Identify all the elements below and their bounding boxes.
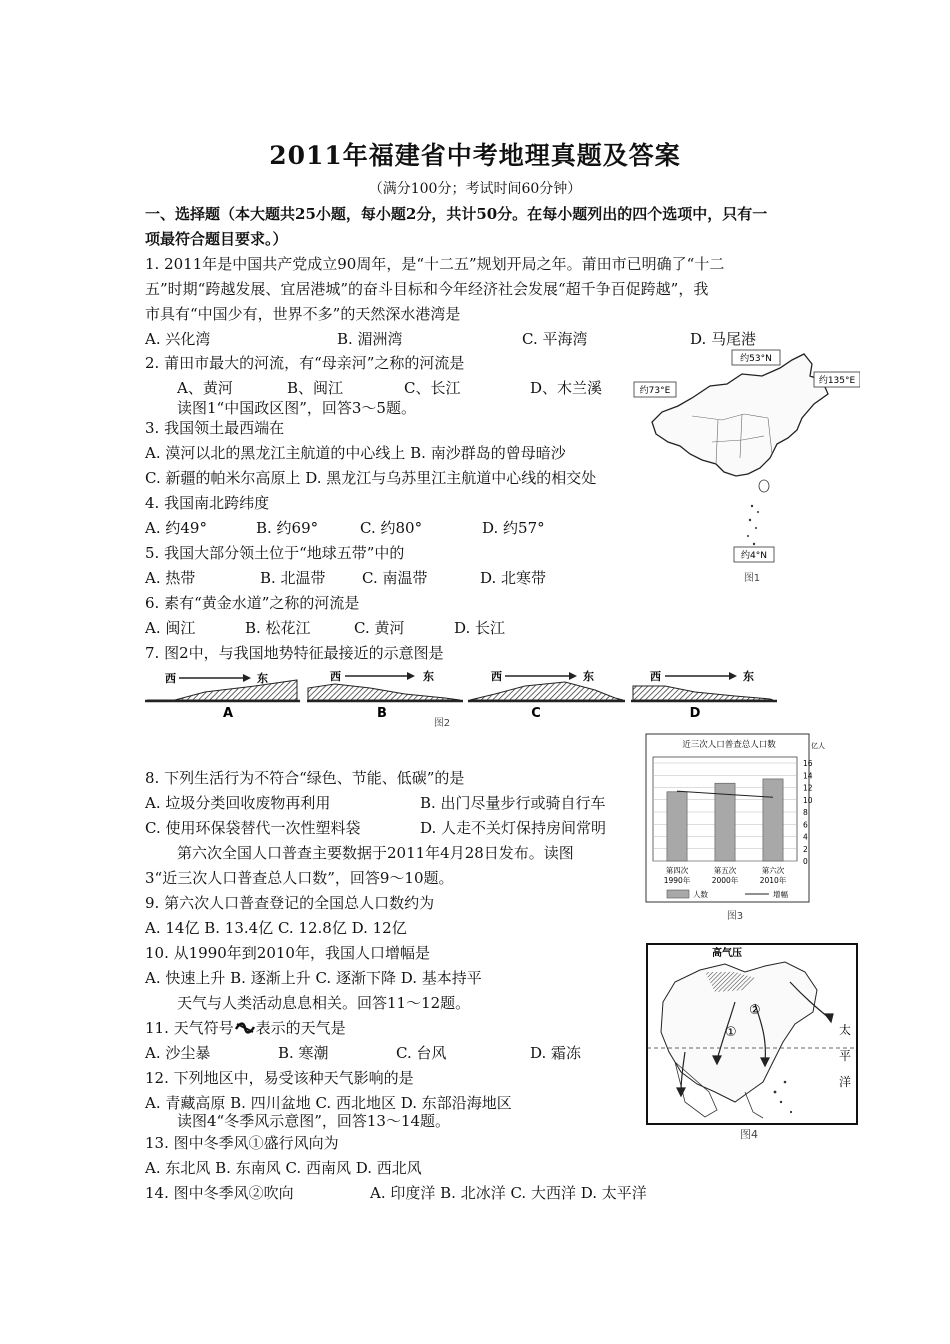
fig1-north-label: 约53°N <box>740 354 772 364</box>
y-tick-label: 16 <box>803 759 813 768</box>
q4-stem: 4. 我国南北跨纬度 <box>145 494 270 512</box>
chart-title: 近三次人口普查总人口数 <box>682 740 776 750</box>
q12-stem: 12. 下列地区中，易受该种天气影响的是 <box>145 1069 414 1087</box>
q11-stem <box>145 1018 346 1038</box>
fig4-ocean-char3: 洋 <box>839 1075 852 1089</box>
q13-stem: 13. 图中冬季风①盛行风向为 <box>145 1134 339 1152</box>
q1-option-d: D. 马尾港 <box>690 330 757 348</box>
x-tick-label: 1990年 <box>663 876 691 885</box>
fig4-high-pressure-label: 高气压 <box>712 948 742 959</box>
q11-option-c: C. 台风 <box>396 1044 447 1062</box>
fig2-label-b: B <box>377 706 387 721</box>
q7-stem: 7. 图2中，与我国地势特征最接近的示意图是 <box>145 644 444 662</box>
q9-stem: 9. 第六次人口普查登记的全国总人口数约为 <box>145 894 435 912</box>
q2-option-a: A、黄河 <box>177 379 233 397</box>
fig2-b-west: 西 <box>330 670 341 683</box>
legend-bar-label: 人数 <box>693 890 708 899</box>
q14-options: A. 印度洋 B. 北冰洋 C. 大西洋 D. 太平洋 <box>370 1184 647 1202</box>
q3-options-line2: C. 新疆的帕米尔高原上 D. 黑龙江与乌苏里江主航道中心线的相交处 <box>145 469 597 487</box>
q6-option-d: D. 长江 <box>454 619 506 637</box>
sandstorm-symbol-icon <box>234 1021 256 1035</box>
q1-line1: 1. 2011年是中国共产党成立90周年，是“十二五”规划开局之年。莆田市已明确了“十二 <box>145 255 725 273</box>
q5-option-d: D. 北寒带 <box>480 569 547 587</box>
y-tick-label: 4 <box>803 832 808 842</box>
read-fig1-instruction: 读图1“中国政区图”，回答3～5题。 <box>177 399 416 417</box>
fig1-west-label: 约73°E <box>639 386 671 396</box>
y-tick-label: 0 <box>803 857 808 866</box>
q2-option-b: B、闽江 <box>287 379 344 397</box>
x-tick-label: 第六次 <box>761 866 785 875</box>
fig2-a-west: 西 <box>165 672 176 685</box>
fig1-south-label: 约4°N <box>741 551 767 561</box>
bar-3 <box>763 779 783 861</box>
q1-option-a: A. 兴化湾 <box>145 330 211 348</box>
q1-option-c: C. 平海湾 <box>522 330 588 348</box>
q5-option-b: B. 北温带 <box>260 569 326 587</box>
q2-stem: 2. 莆田市最大的河流，有“母亲河”之称的河流是 <box>145 354 465 372</box>
q8-option-c: C. 使用环保袋替代一次性塑料袋 <box>145 819 361 837</box>
q6-option-a: A. 闽江 <box>145 619 196 637</box>
profile-b <box>307 669 463 721</box>
x-tick-label: 2000年 <box>711 876 739 885</box>
figure2-terrain-profiles <box>145 668 785 730</box>
q6-option-c: C. 黄河 <box>354 619 405 637</box>
q12-options: A. 青藏高原 B. 四川盆地 C. 西北地区 D. 东部沿海地区 <box>145 1094 512 1112</box>
y-tick-label: 12 <box>803 783 813 793</box>
fig4-marker-2: ② <box>749 1003 761 1018</box>
fig2-c-west: 西 <box>491 670 502 683</box>
q5-option-c: C. 南温带 <box>362 569 428 587</box>
q6-option-b: B. 松花江 <box>245 619 311 637</box>
section-heading-line1: 一、选择题（本大题共25小题，每小题2分，共计50分。在每小题列出的四个选项中，只有一 <box>145 205 768 223</box>
q6-stem: 6. 素有“黄金水道”之称的河流是 <box>145 594 360 612</box>
x-tick-label: 第五次 <box>713 866 737 875</box>
fig4-ocean-char1: 太 <box>839 1023 852 1037</box>
read-fig3-line1: 第六次全国人口普查主要数据于2011年4月28日发布。读图 <box>177 844 574 862</box>
read-weather-instruction: 天气与人类活动息息相关。回答11～12题。 <box>177 994 471 1012</box>
q4-option-d: D. 约57° <box>482 519 545 537</box>
q13-options: A. 东北风 B. 东南风 C. 西南风 D. 西北风 <box>145 1159 422 1177</box>
x-tick-label: 第四次 <box>665 866 689 875</box>
q8-option-a: A. 垃圾分类回收废物再利用 <box>145 794 331 812</box>
page-subtitle: （满分100分；考试时间60分钟） <box>368 181 582 197</box>
q9-options: A. 14亿 B. 13.4亿 C. 12.8亿 D. 12亿 <box>145 919 407 937</box>
q11-option-b: B. 寒潮 <box>278 1044 329 1062</box>
q3-stem: 3. 我国领土最西端在 <box>145 419 285 437</box>
q4-option-c: C. 约80° <box>360 519 423 537</box>
x-tick-label: 2010年 <box>759 876 787 885</box>
fig2-a-east: 东 <box>257 672 268 685</box>
legend-line-label: 增幅 <box>773 890 788 899</box>
page-title: 2011年福建省中考地理真题及答案 <box>269 141 681 170</box>
y-tick-label: 14 <box>803 771 813 781</box>
q11-stem-end: 表示的天气是 <box>255 1019 346 1037</box>
q1-option-b: B. 湄洲湾 <box>337 330 403 348</box>
profile-d <box>631 669 777 721</box>
fig2-d-east: 东 <box>743 670 754 683</box>
read-fig4-instruction: 读图4“冬季风示意图”，回答13～14题。 <box>177 1112 451 1130</box>
figure1-china-map <box>632 346 860 586</box>
q1-line2: 五”时期“跨越发展、宜居港城”的奋斗目标和今年经济社会发展“超千争百促跨越”，我 <box>145 280 709 298</box>
fig4-ocean-char2: 平 <box>839 1049 852 1063</box>
q8-option-d: D. 人走不关灯保持房间常明 <box>420 819 607 837</box>
fig4-marker-1: ① <box>725 1025 737 1040</box>
q11-option-d: D. 霜冻 <box>530 1044 582 1062</box>
q4-option-a: A. 约49° <box>145 519 207 537</box>
fig2-d-west: 西 <box>650 670 661 683</box>
figure4-winter-monsoon-map <box>645 942 861 1146</box>
q3-options-line1: A. 漠河以北的黑龙江主航道的中心线上 B. 南沙群岛的曾母暗沙 <box>145 444 566 462</box>
q8-option-b: B. 出门尽量步行或骑自行车 <box>420 794 606 812</box>
y-tick-label: 8 <box>803 808 808 817</box>
q14-stem: 14. 图中冬季风②吹向 <box>145 1184 294 1202</box>
fig1-east-label: 约135°E <box>818 376 856 386</box>
profile-a <box>145 671 300 721</box>
fig4-caption: 图4 <box>740 1128 758 1141</box>
fig2-label-a: A <box>222 706 234 721</box>
q10-stem: 10. 从1990年到2010年，我国人口增幅是 <box>145 944 430 962</box>
read-fig3-line2: 3“近三次人口普查总人口数”，回答9～10题。 <box>145 869 454 887</box>
fig1-caption: 图1 <box>743 573 761 584</box>
q11-option-a: A. 沙尘暴 <box>145 1044 211 1062</box>
section-heading-line2: 项最符合题目要求。） <box>145 230 288 248</box>
fig2-b-east: 东 <box>423 670 434 683</box>
q11-stem-start: 11. 天气符号 <box>145 1019 234 1037</box>
profile-c <box>468 669 625 721</box>
q1-line3: 市具有“中国少有，世界不多”的天然深水港湾是 <box>145 305 461 323</box>
y-tick-label: 2 <box>803 844 808 854</box>
q2-option-d: D、木兰溪 <box>530 379 603 397</box>
q8-stem: 8. 下列生活行为不符合“绿色、节能、低碳”的是 <box>145 769 465 787</box>
chart-caption: 图3 <box>726 911 744 922</box>
q10-options: A. 快速上升 B. 逐渐上升 C. 逐渐下降 D. 基本持平 <box>145 969 482 987</box>
legend-bar-swatch <box>667 890 689 898</box>
chart-unit: 亿人 <box>811 742 825 750</box>
y-tick-label: 6 <box>803 820 808 830</box>
q5-stem: 5. 我国大部分领土位于“地球五带”中的 <box>145 544 405 562</box>
q5-option-a: A. 热带 <box>145 569 196 587</box>
fig2-c-east: 东 <box>583 670 594 683</box>
q2-option-c: C、长江 <box>404 379 461 397</box>
fig2-label-c: C <box>531 706 541 721</box>
fig2-label-d: D <box>689 706 701 721</box>
fig2-caption: 图2 <box>433 718 451 729</box>
bar-1 <box>667 792 687 861</box>
figure3-population-chart <box>645 733 825 925</box>
y-tick-label: 10 <box>803 795 813 805</box>
q4-option-b: B. 约69° <box>256 519 319 537</box>
